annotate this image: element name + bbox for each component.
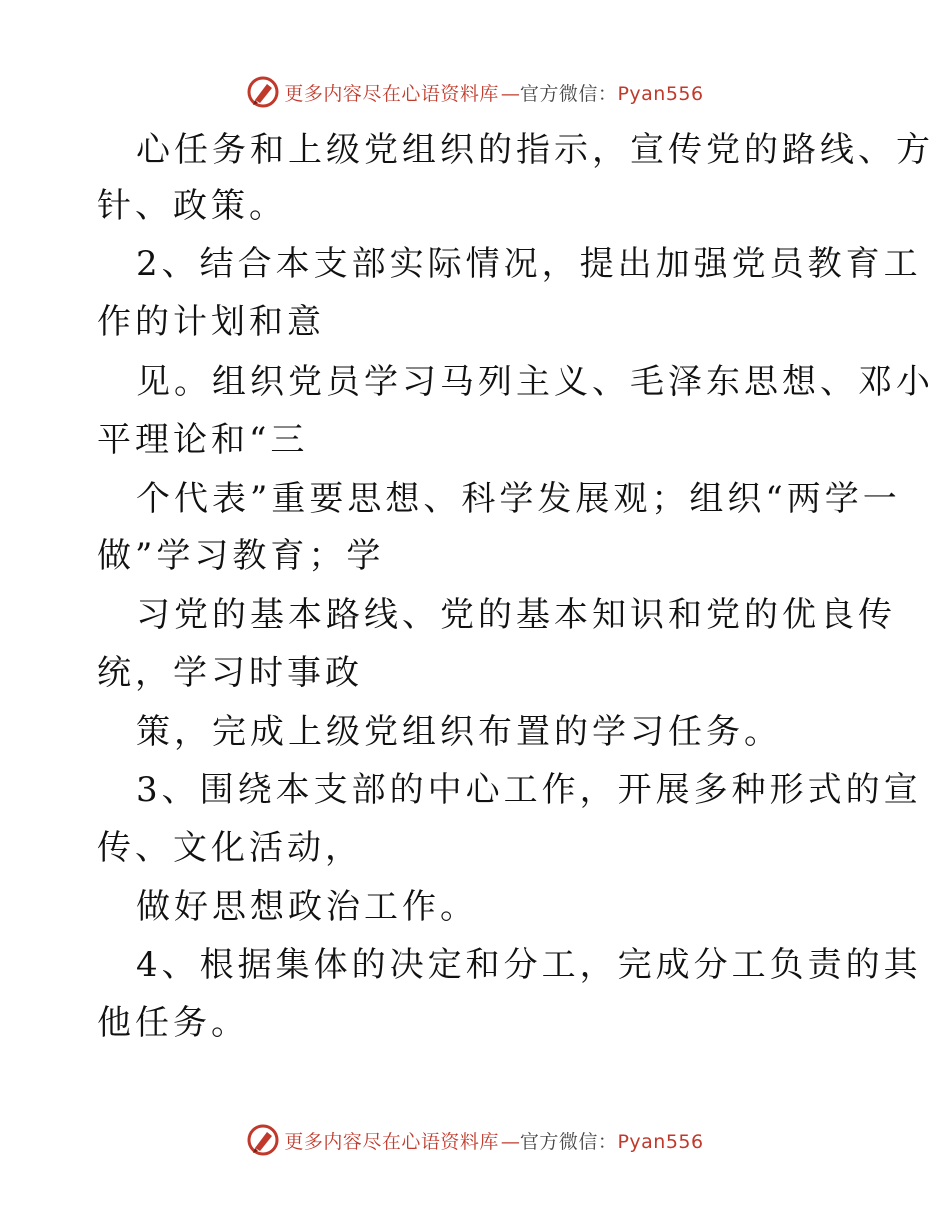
watermark-brand-text: 更多内容尽在心语资料库 [284,82,499,105]
pen-circle-icon [246,1123,280,1157]
footer-watermark [0,1120,950,1160]
body-line: 2、结合本支部实际情况，提出加强党员教育工 [136,244,922,284]
body-line: 针、政策。 [97,186,287,226]
watermark-wechat-label: 官方微信： [519,1130,618,1153]
body-line: 习党的基本路线、党的基本知识和党的优良传 [136,595,896,635]
body-line: 心任务和上级党组织的指示，宣传党的路线、方 [136,130,934,170]
body-line: 他任务。 [97,1003,249,1043]
body-line: 见。组织党员学习马列主义、毛泽东思想、邓小 [136,362,934,402]
body-line: 做好思想政治工作。 [136,887,478,927]
watermark-brand-text: 更多内容尽在心语资料库 [284,1130,499,1153]
watermark-wechat-id: Pyan556 [617,1130,704,1153]
body-line: 做”学习教育；学 [97,536,385,576]
header-watermark [0,72,950,112]
body-line: 统，学习时事政 [97,653,363,693]
watermark-wechat-id: Pyan556 [617,82,704,105]
body-line: 个代表”重要思想、科学发展观；组织“两学一 [136,479,901,519]
watermark-dash: — [500,82,518,105]
body-line: 作的计划和意 [97,302,325,342]
watermark-wechat-label: 官方微信： [519,82,618,105]
body-line: 平理论和“三 [97,420,309,460]
body-line: 传、文化活动， [97,828,363,868]
body-line: 策，完成上级党组织布置的学习任务。 [136,712,782,752]
body-line: 3、围绕本支部的中心工作，开展多种形式的宣 [136,770,922,810]
watermark-dash: — [500,1130,518,1153]
pen-circle-icon [246,75,280,109]
body-line: 4、根据集体的决定和分工，完成分工负责的其 [136,945,922,985]
